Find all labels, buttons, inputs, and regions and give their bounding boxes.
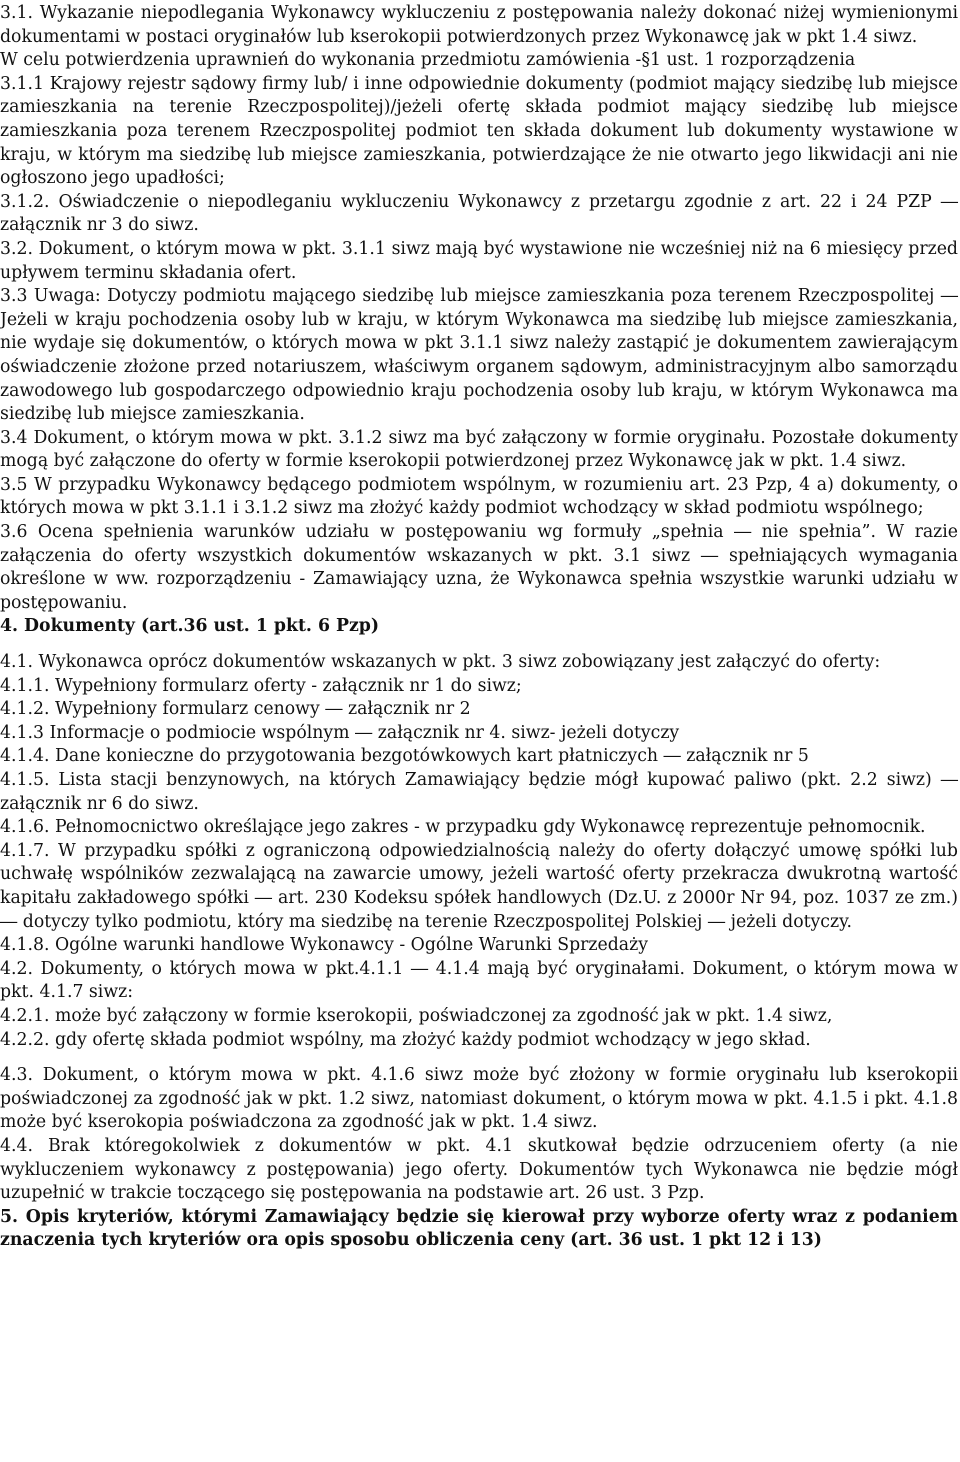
paragraph: 4.2. Dokumenty, o których mowa w pkt.4.1.1 ― 4.1.4 mają być oryginałami. Dokument, o którym mowa w pkt. 4.1.7 siwz: [0,958,958,1003]
spacer [0,639,958,651]
paragraph: 3.3 Uwaga: Dotyczy podmiotu mającego siedzibę lub miejsce zamieszkania poza terenem Rzeczpospolitej ― Jeżeli w kraju pochodzenia osoby lub w kraju, w którym Wykonawca ma siedzibę lub miejsce zamieszkania, nie wydaje się dokumentów, o których mowa w pkt 3.1.1 siwz należy zastąpić je dokumentem zawierającym oświadczenie złożone przed notariuszem, właściwym organem sądowym, administracyjnym albo samorządu zawodowego lub gospodarczego odpowiednio kraju pochodzenia osoby lub kraju, w którym Wykonawca ma siedzibę lub miejsce zamieszkania. [0,286,958,425]
list-item: 4.1.4. Dane konieczne do przygotowania bezgotówkowych kart płatniczych ― załącznik nr 5 [0,746,809,767]
paragraph: 4.1. Wykonawca oprócz dokumentów wskazanych w pkt. 3 siwz zobowiązany jest załączyć do oferty: [0,652,881,673]
document-body [0,2,958,1253]
list-item: 4.2.2. gdy ofertę składa podmiot wspólny, ma złożyć każdy podmiot wchodzący w jego skład. [0,1029,811,1050]
section-heading: 4. Dokumenty (art.36 ust. 1 pkt. 6 Pzp) [0,616,380,637]
list-item: 4.1.1. Wypełniony formularz oferty - załącznik nr 1 do siwz; [0,675,522,696]
list-item: 4.1.5. Lista stacji benzynowych, na których Zamawiający będzie mógł kupować paliwo (pkt. 2.2 siwz) ― załącznik nr 6 do siwz. [0,770,958,814]
list-item: 4.1.2. Wypełniony formularz cenowy ― załącznik nr 2 [0,699,471,720]
section-heading: 5. Opis kryteriów, którymi Zamawiający będzie się kierował przy wyborze oferty wraz z podaniem znaczenia tych kryteriów ora opis sposobu obliczenia ceny (art. 36 ust. 1 pkt 12 i 13) [0,1206,958,1251]
paragraph: 4.4. Brak któregokolwiek z dokumentów w pkt. 4.1 skutkował będzie odrzuceniem oferty (a nie wykluczeniem wykonawcy z postępowania) jego oferty. Dokumentów tych Wykonawca nie będzie mógł uzupełnić w trakcie toczącego się postępowania na podstawie art. 26 ust. 3 Pzp. [0,1135,958,1204]
list-item: 4.2.1. może być załączony w formie kserokopii, poświadczonej za zgodność jak w pkt. 1.4 siwz, [0,1005,833,1026]
list-item: 4.1.6. Pełnomocnictwo określające jego zakres - w przypadku gdy Wykonawcę reprezentuje pełnomocnik. [0,817,926,838]
list-item: 4.1.7. W przypadku spółki z ograniczoną odpowiedzialnością należy do oferty dołączyć umowę spółki lub uchwałę wspólników zezwalającą na zawarcie umowy, jeżeli wartość oferty przekracza dwukrotną wartość kapitału zakładowego spółki ― art. 230 Kodeksu spółek handlowych (Dz.U. z 2000r Nr 94, poz. 1037 ze zm.) ― dotyczy tylko podmiotu, który ma siedzibę na terenie Rzeczpospolitej Polskiej ― jeżeli dotyczy. [0,840,958,932]
paragraph: W celu potwierdzenia uprawnień do wykonania przedmiotu zamówienia -§1 ust. 1 rozporządzenia [0,50,856,71]
list-item: 4.1.8. Ogólne warunki handlowe Wykonawcy - Ogólne Warunki Sprzedaży [0,935,648,956]
paragraph: 3.5 W przypadku Wykonawcy będącego podmiotem wspólnym, w rozumieniu art. 23 Pzp, 4 a) dokumenty, o których mowa w pkt 3.1.1 i 3.1.2 siwz ma złożyć każdy podmiot wchodzący w skład podmiotu wspólnego; [0,474,958,519]
paragraph: 3.1. Wykazanie niepodlegania Wykonawcy wykluczeniu z postępowania należy dokonać niżej wymienionymi dokumentami w postaci oryginałów lub kserokopii potwierdzonych przez Wykonawcę jak w pkt 1.4 siwz. [0,3,958,47]
list-item: 4.1.3 Informacje o podmiocie wspólnym ― załącznik nr 4. siwz- jeżeli dotyczy [0,722,680,743]
paragraph: 3.1.2. Oświadczenie o niepodleganiu wykluczeniu Wykonawcy z przetargu zgodnie z art. 22 i 24 PZP ― załącznik nr 3 do siwz. [0,191,958,236]
paragraph: 4.3. Dokument, o którym mowa w pkt. 4.1.6 siwz może być złożony w formie oryginału lub kserokopii poświadczonej za zgodność jak w pkt. 1.2 siwz, natomiast dokument, o którym mowa w pkt. 4.1.5 i pkt. 4.1.8 może być kserokopia poświadczona za zgodność jak w pkt. 1.4 siwz. [0,1065,958,1133]
paragraph: 3.4 Dokument, o którym mowa w pkt. 3.1.2 siwz ma być załączony w formie oryginału. Pozostałe dokumenty mogą być załączone do oferty w formie kserokopii potwierdzonej przez Wykonawcę jak w pkt. 1.4 siwz. [0,427,958,472]
paragraph: 3.6 Ocena spełnienia warunków udziału w postępowaniu wg formuły „spełnia ― nie spełnia”. W razie załączenia do oferty wszystkich dokumentów wskazanych w pkt. 3.1 siwz ― spełniających wymagania określone w ww. rozporządzeniu - Zamawiający uzna, że Wykonawca spełnia wszystkie warunki udziału w postępowaniu. [0,522,958,613]
paragraph: 3.1.1 Krajowy rejestr sądowy firmy lub/ i inne odpowiednie dokumenty (podmiot mający siedzibę lub miejsce zamieszkania na terenie Rzeczpospolitej)/jeżeli ofertę składa podmiot mający siedzibę lub miejsce zamieszkania poza terenem Rzeczpospolitej podmiot ten składa dokument lub dokumenty wystawione w kraju, w którym ma siedzibę lub miejsce zamieszkania, potwierdzające że nie otwarto jego likwidacji ani nie ogłoszono jego upadłości; [0,73,958,189]
spacer [0,1052,958,1064]
paragraph: 3.2. Dokument, o którym mowa w pkt. 3.1.1 siwz mają być wystawione nie wcześniej niż na 6 miesięcy przed upływem terminu składania ofert. [0,238,958,283]
